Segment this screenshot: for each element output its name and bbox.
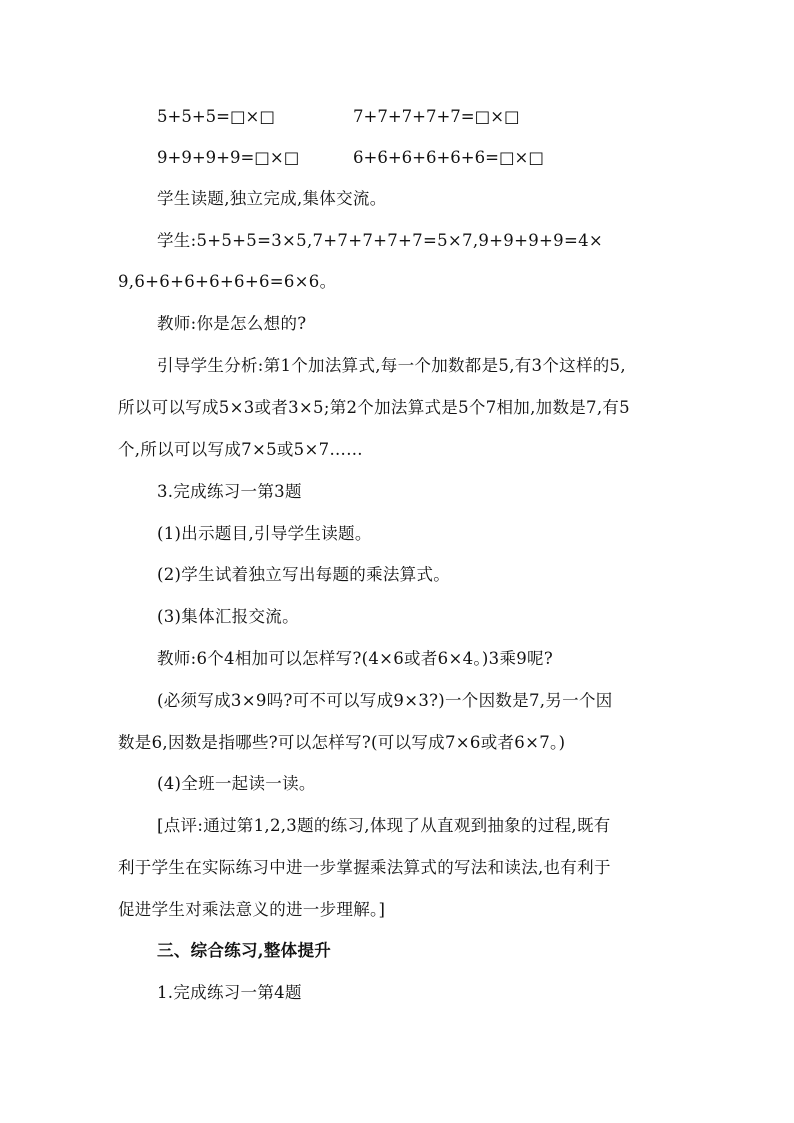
paragraph-teacher-6x4: 教师:6个4相加可以怎样写?(4×6或者6×4。)3乘9呢? [157, 649, 554, 668]
paragraph-analysis-line1: 引导学生分析:第1个加法算式,每一个加数都是5,有3个这样的5, [157, 356, 626, 375]
paragraph-exercise-4: 1.完成练习一第4题 [157, 983, 302, 1002]
paragraph-comment-line1: [点评:通过第1,2,3题的练习,体现了从直观到抽象的过程,既有 [157, 816, 611, 835]
paragraph-step-3: (3)集体汇报交流。 [157, 607, 299, 626]
paragraph-exercise-3: 3.完成练习一第3题 [157, 482, 302, 501]
paragraph-analysis-line3: 个,所以可以写成7×5或5×7…… [118, 440, 363, 459]
paragraph-factor-line1: (必须写成3×9吗?可不可以写成9×3?)一个因数是7,另一个因 [157, 691, 613, 710]
paragraph-step-4: (4)全班一起读一读。 [157, 774, 316, 793]
paragraph-step-2: (2)学生试着独立写出每题的乘法算式。 [157, 565, 451, 584]
paragraph-comment-line2: 利于学生在实际练习中进一步掌握乘法算式的写法和读法,也有利于 [118, 858, 611, 877]
paragraph-student-read: 学生读题,独立完成,集体交流。 [157, 189, 387, 208]
equation-5s: 5+5+5=□×□ [157, 107, 275, 126]
paragraph-comment-line3: 促进学生对乘法意义的进一步理解。] [118, 900, 386, 919]
paragraph-student-answer-line2: 9,6+6+6+6+6+6=6×6。 [118, 272, 337, 291]
section-heading: 三、综合练习,整体提升 [157, 941, 332, 960]
paragraph-factor-line2: 数是6,因数是指哪些?可以怎样写?(可以写成7×6或者6×7。) [118, 733, 566, 752]
equation-9s: 9+9+9+9=□×□ [157, 148, 300, 167]
equation-7s: 7+7+7+7+7=□×□ [353, 107, 520, 126]
paragraph-analysis-line2: 所以可以写成5×3或者3×5;第2个加法算式是5个7相加,加数是7,有5 [118, 398, 630, 417]
paragraph-step-1: (1)出示题目,引导学生读题。 [157, 524, 372, 543]
equation-6s: 6+6+6+6+6+6=□×□ [353, 148, 544, 167]
paragraph-teacher-question: 教师:你是怎么想的? [157, 314, 307, 333]
paragraph-student-answer-line1: 学生:5+5+5=3×5,7+7+7+7+7=5×7,9+9+9+9=4× [157, 231, 603, 250]
